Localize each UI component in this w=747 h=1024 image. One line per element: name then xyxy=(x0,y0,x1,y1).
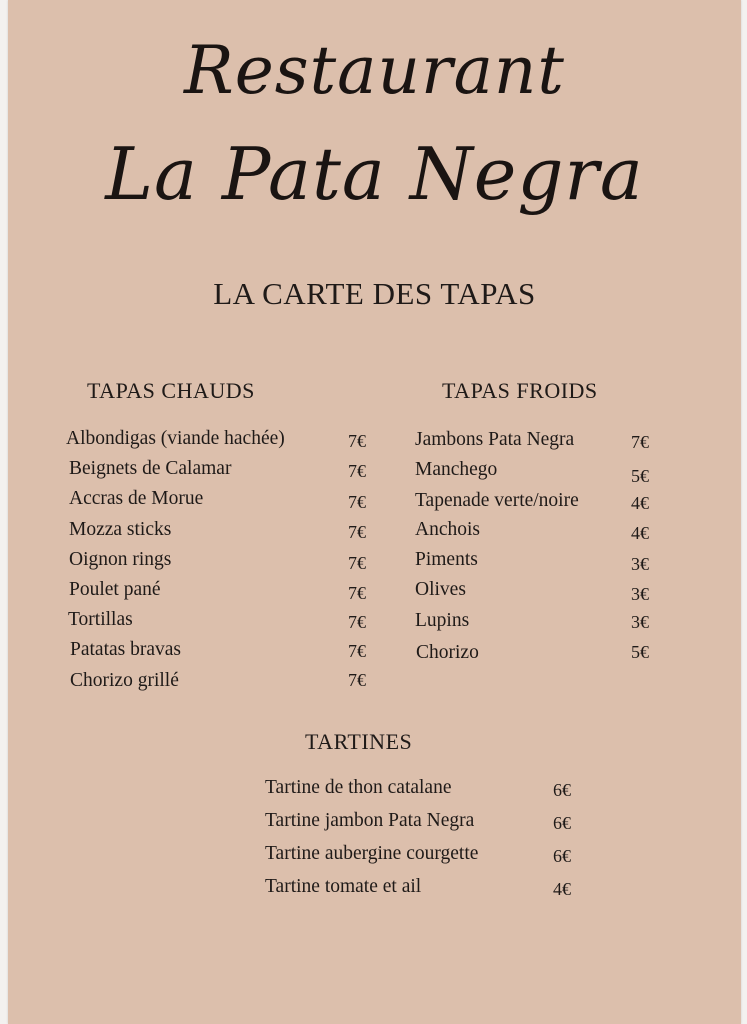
menu-item: Oignon rings xyxy=(69,549,172,570)
menu-item: Anchois xyxy=(415,519,480,540)
menu-item-price: 5€ xyxy=(631,466,649,486)
menu-item: Tapenade verte/noire xyxy=(415,490,579,511)
section-title-tapas-chauds: TAPAS CHAUDS xyxy=(87,378,255,403)
menu-card xyxy=(8,0,741,1024)
menu-item: Accras de Morue xyxy=(69,488,204,509)
menu-item-price: 3€ xyxy=(631,554,649,574)
menu-item-price: 7€ xyxy=(348,670,366,690)
section-title-tartines: TARTINES xyxy=(305,729,413,754)
menu-item: Tartine jambon Pata Negra xyxy=(265,810,475,831)
menu-item: Albondigas (viande hachée) xyxy=(66,428,285,449)
menu-item: Chorizo xyxy=(416,642,479,663)
menu-item-price: 7€ xyxy=(348,583,366,603)
menu-item-price: 7€ xyxy=(348,461,366,481)
menu-item: Poulet pané xyxy=(69,579,161,600)
menu-item: Tortillas xyxy=(68,609,133,630)
carte-title: LA CARTE DES TAPAS xyxy=(213,276,536,311)
menu-item: Lupins xyxy=(415,610,470,631)
menu-item: Olives xyxy=(415,579,466,600)
menu-item: Tartine de thon catalane xyxy=(265,777,452,798)
menu-item-price: 7€ xyxy=(348,522,366,542)
menu-item-price: 5€ xyxy=(631,642,649,662)
menu-item: Tartine tomate et ail xyxy=(265,876,422,897)
menu-item-price: 7€ xyxy=(348,553,366,573)
menu-item-price: 6€ xyxy=(553,813,571,833)
menu-item-price: 3€ xyxy=(631,584,649,604)
menu-item-price: 4€ xyxy=(631,493,649,513)
menu-item: Chorizo grillé xyxy=(70,670,179,691)
menu-item-price: 4€ xyxy=(553,879,571,899)
menu-item-price: 3€ xyxy=(631,612,649,632)
menu-item-price: 7€ xyxy=(348,641,366,661)
menu-item: Patatas bravas xyxy=(70,639,182,660)
menu-item: Mozza sticks xyxy=(69,519,172,540)
menu-item-price: 6€ xyxy=(553,780,571,800)
menu-item-price: 4€ xyxy=(631,523,649,543)
section-title-tapas-froids: TAPAS FROIDS xyxy=(442,378,598,403)
menu-item: Beignets de Calamar xyxy=(69,458,232,479)
menu-item: Jambons Pata Negra xyxy=(415,429,575,450)
menu-item: Tartine aubergine courgette xyxy=(265,843,479,864)
menu-item-price: 7€ xyxy=(348,612,366,632)
menu-item: Piments xyxy=(415,549,478,570)
menu-item-price: 7€ xyxy=(348,492,366,512)
menu-item: Manchego xyxy=(415,459,498,480)
restaurant-script-title: Restaurant xyxy=(184,32,565,109)
restaurant-name-script: La Pata Negra xyxy=(105,132,644,216)
menu-item-price: 7€ xyxy=(348,431,366,451)
menu-item-price: 7€ xyxy=(631,432,649,452)
menu-item-price: 6€ xyxy=(553,846,571,866)
